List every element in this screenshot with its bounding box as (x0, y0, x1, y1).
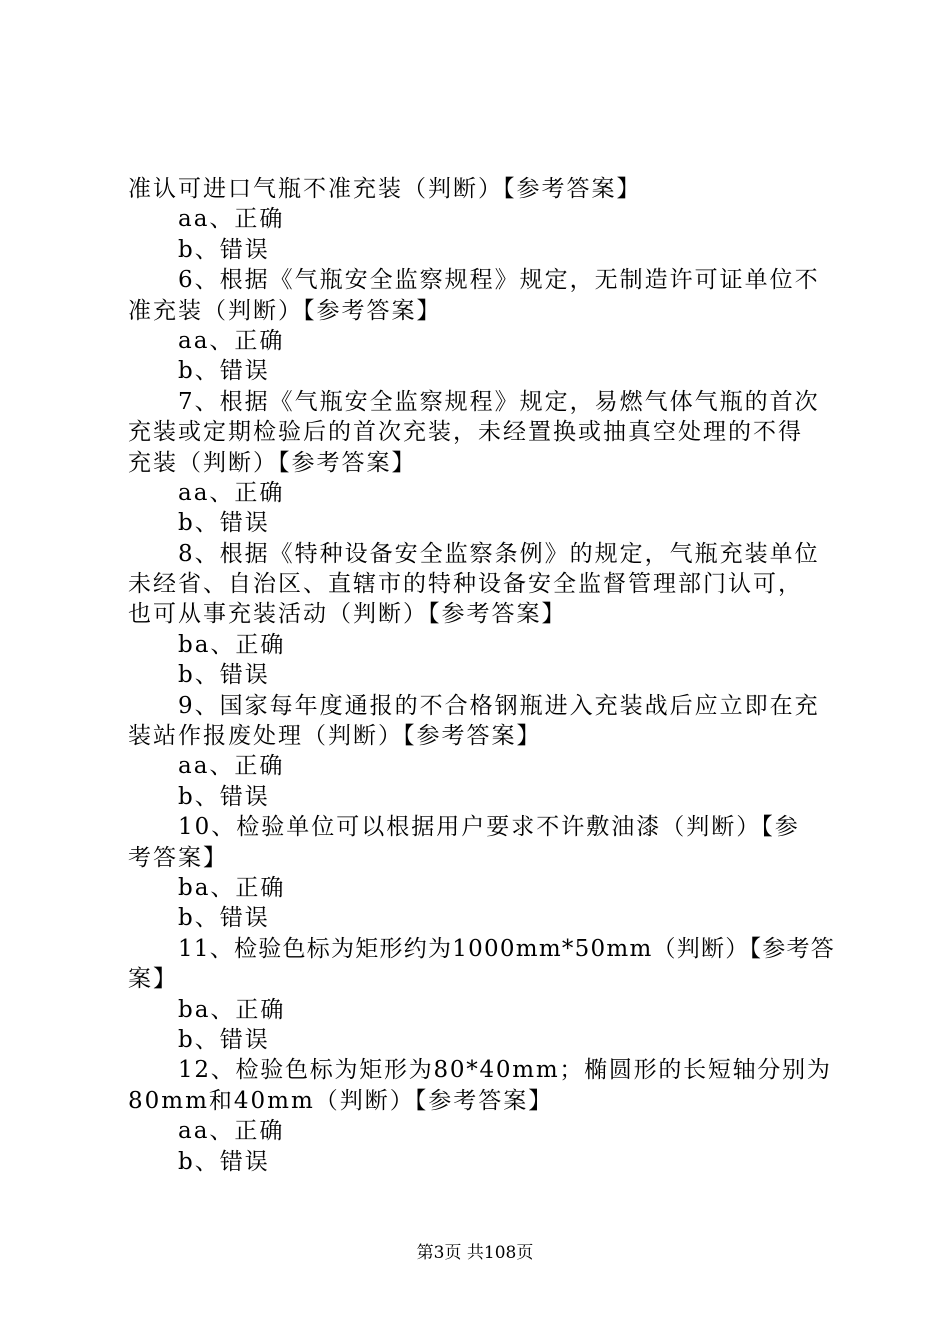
text-line: 案】 (128, 966, 178, 993)
text-line: 准充装（判断）【参考答案】 (128, 297, 442, 324)
text-line: b、错误 (178, 1026, 270, 1053)
text-line: 考答案】 (128, 844, 228, 871)
text-line: 未经省、自治区、直辖市的特种设备安全监督管理部门认可， (128, 571, 803, 598)
text-line: 8、根据《特种设备安全监察条例》的规定，气瓶充装单位 (178, 540, 820, 567)
text-line: 11、检验色标为矩形约为1000mm*50mm（判断）【参考答 (178, 935, 836, 962)
text-line: 12、检验色标为矩形为80*40mm；椭圆形的长短轴分别为 (178, 1057, 832, 1084)
page-footer: 第3页 共108页 (416, 1243, 534, 1263)
text-line: b、错误 (178, 358, 270, 385)
text-line: b、错误 (178, 236, 270, 263)
text-line: aa、正确 (178, 1118, 285, 1145)
text-line: 80mm和40mm（判断）【参考答案】 (128, 1087, 554, 1114)
text-line: b、错误 (178, 510, 270, 537)
text-line: b、错误 (178, 783, 270, 810)
text-line: b、错误 (178, 905, 270, 932)
document-body (128, 174, 834, 1177)
text-line: ba、正确 (178, 874, 286, 901)
text-line: ba、正确 (178, 631, 286, 658)
text-line: b、错误 (178, 662, 270, 689)
text-line: aa、正确 (178, 206, 285, 233)
text-line: aa、正确 (178, 753, 285, 780)
text-line: 9、国家每年度通报的不合格钢瓶进入充装战后应立即在充 (178, 692, 820, 719)
text-line: 6、根据《气瓶安全监察规程》规定，无制造许可证单位不 (178, 267, 820, 294)
text-line: 也可从事充装活动（判断）【参考答案】 (128, 601, 567, 628)
text-line: ba、正确 (178, 996, 286, 1023)
text-line: 准认可进口气瓶不准充装（判断）【参考答案】 (128, 176, 642, 202)
text-line: 7、根据《气瓶安全监察规程》规定，易燃气体气瓶的首次 (178, 388, 820, 415)
text-line: b、错误 (178, 1148, 270, 1175)
text-line: 装站作报废处理（判断）【参考答案】 (128, 723, 542, 750)
text-line: aa、正确 (178, 479, 285, 506)
text-line: 充装或定期检验后的首次充装，未经置换或抽真空处理的不得 (128, 419, 803, 446)
text-line: aa、正确 (178, 327, 285, 354)
text-line: 充装（判断）【参考答案】 (128, 449, 417, 476)
text-line: 10、检验单位可以根据用户要求不许敷油漆（判断）【参 (178, 814, 800, 841)
